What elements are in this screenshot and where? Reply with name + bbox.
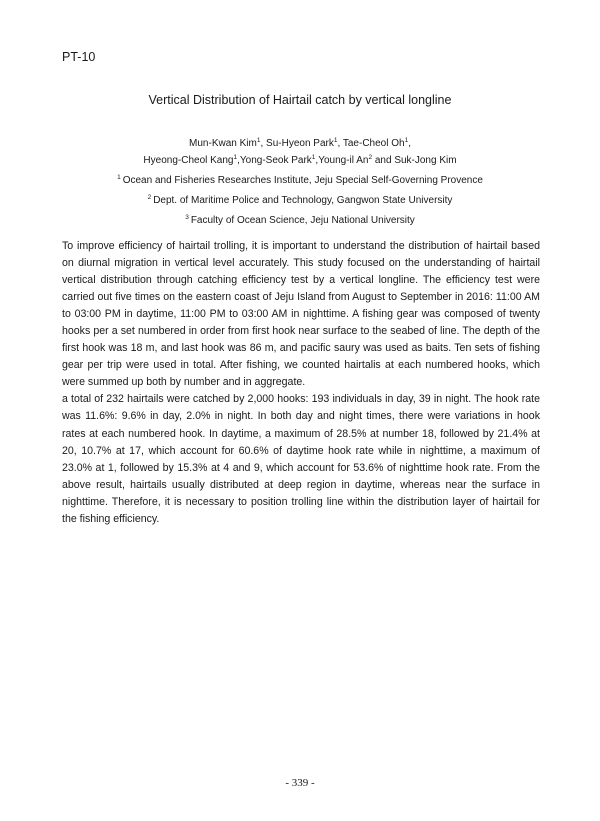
author-block — [0, 135, 600, 229]
author-affil-mark: 1 — [256, 137, 261, 144]
author-affil-mark: 1 — [233, 154, 238, 161]
affiliation-mark: 1 — [117, 174, 121, 181]
author-name: Hyeong-Cheol Kang — [143, 155, 234, 166]
page-number: - 339 - — [285, 777, 315, 789]
author-name: Su-Hyeon Park — [266, 138, 334, 149]
affiliation-mark: 2 — [147, 194, 152, 201]
abstract-paragraph-2: a total of 232 hairtails were catched by 2,000 hooks: 193 individuals in day, 39 in night. The hook rate was 11.6%: 9.6% in day, 2.0% in night. In both day and night times, there were variations in hook rates at each numbered hook. In daytime, a maximum of 28.5% at number 18, followed by 21.4% at 20, 10.7% at 17, which account for 60.6% of daytime hook rate while in nighttime, a maximum of 23.0% at 1, followed by 15.3% at 4 and 9, which account for 53.6% of nighttime hook rate. From the above result, hairtails usually distributed at deep region in daytime, whereas near the surface in nighttime. Therefore, it is necessary to position trolling line within the distribution layer of hairtail for the fishing efficiency. — [62, 393, 540, 525]
affiliation-text: Dept. of Maritime Police and Technology, Gangwon State University — [153, 195, 453, 206]
affiliation-text: Ocean and Fisheries Researches Institute, Jeju Special Self-Governing Provence — [122, 175, 483, 186]
author-name: Yong-Seok Park — [239, 155, 312, 166]
author-name: Tae-Cheol Oh — [342, 138, 405, 149]
paper-title: Vertical Distribution of Hairtail catch by vertical longline — [148, 93, 452, 107]
session-code: PT-10 — [62, 50, 96, 64]
author-line-2: Hyeong-Cheol Kang$^1$,Yong-Seok Park$^1$,Young-il An$^2$ and Suk-Jong Kim — [143, 154, 457, 166]
affiliation-1 — [0, 169, 600, 189]
author-name: Mun-Kwan Kim — [189, 138, 257, 149]
author-line-1: Mun-Kwan Kim$^1$, Su-Hyeon Park$^1$, Tae-Cheol Oh$^1$, — [189, 137, 411, 149]
author-affil-mark: 1 — [333, 137, 338, 144]
author-affil-mark: 1 — [404, 137, 409, 144]
author-name: Young-il An — [318, 155, 369, 166]
affiliation-3 — [0, 209, 600, 229]
abstract-body — [62, 238, 540, 528]
affiliation-text: Faculty of Ocean Science, Jeju National University — [190, 215, 415, 226]
affiliation-2 — [0, 189, 600, 209]
abstract-paragraph-1: To improve efficiency of hairtail trolling, it is important to understand the distribution of hairtail based on diurnal migration in vertical level accurately. This study focused on the understanding of hairtail vertical distribution through catching efficiency test by a vertical longline. The efficiency test were carried out five times on the eastern coast of Jeju Island from August to September in 2016: 11:00 AM to 03:00 PM in daytime, 11:00 PM to 03:00 AM in nighttime. A fishing gear was composed of twenty hooks per a set numbered in order from first hook near surface to the seabed of line. The depth of the first hook was 18 m, and last hook was 86 m, and pacific saury was used as baits. Ten sets of fishing gear per trip were used in total. After fishing, we counted hairtalis at each numbered hooks, which were summed up both by number and in aggregate. — [62, 240, 540, 389]
author-name: Suk-Jong Kim — [394, 155, 457, 166]
affiliation-mark: 3 — [185, 214, 189, 221]
author-affil-mark: 1 — [311, 154, 316, 161]
author-affil-mark: 2 — [368, 154, 373, 161]
